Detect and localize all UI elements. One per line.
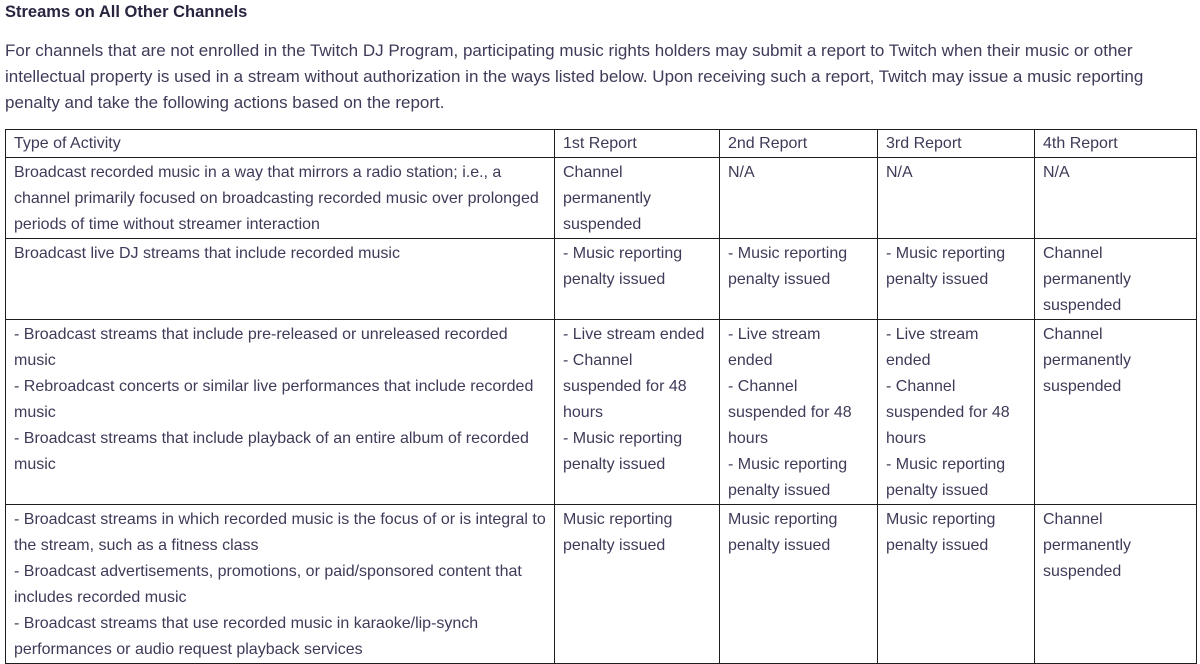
header-4th-report: 4th Report [1035, 130, 1197, 158]
activity-cell [6, 505, 555, 664]
action-line: - Live stream ended [728, 326, 821, 369]
action-line: - Music reporting penalty issued [886, 456, 1006, 499]
action-line: - Channel suspended for 48 hours [886, 378, 1010, 447]
activity-line: - Rebroadcast concerts or similar live performances that include recorded music [14, 378, 534, 421]
report-2-cell: Music reporting penalty issued [720, 505, 878, 664]
header-1st-report: 1st Report [555, 130, 720, 158]
activity-line: - Broadcast streams that include pre-released or unreleased recorded music [14, 326, 508, 369]
report-3-cell: - Music reporting penalty issued [878, 239, 1035, 320]
report-3-cell: Music reporting penalty issued [878, 505, 1035, 664]
penalty-table [5, 129, 1197, 664]
activity-line: - Broadcast advertisements, promotions, or paid/sponsored content that includes recorded music [14, 563, 522, 606]
report-2-cell [720, 320, 878, 505]
section-title: Streams on All Other Channels [5, 3, 248, 21]
report-1-cell: Music reporting penalty issued [555, 505, 720, 664]
activity-cell: Broadcast recorded music in a way that mirrors a radio station; i.e., a channel primarily focused on broadcasting recorded music over prolonged periods of time without streamer interaction [6, 158, 555, 239]
activity-line: - Broadcast streams that use recorded music in karaoke/lip-synch performances or audio request playback services [14, 615, 479, 658]
intro-paragraph: For channels that are not enrolled in the Twitch DJ Program, participating music rights holders may submit a report to Twitch when their music or other intellectual property is used in a stream without authorization in the ways listed below. Upon receiving such a report, Twitch may issue a music reporting penalty and take the following actions based on the report. [5, 41, 1144, 112]
activity-line: - Broadcast streams that include playback of an entire album of recorded music [14, 430, 529, 473]
table-row [6, 158, 1197, 239]
action-line: - Music reporting penalty issued [728, 456, 848, 499]
action-line: - Music reporting penalty issued [563, 430, 683, 473]
table-row [6, 239, 1197, 320]
report-4-cell: Channel permanently suspended [1035, 505, 1197, 664]
activity-cell: Broadcast live DJ streams that include recorded music [6, 239, 555, 320]
table-header-row [6, 130, 1197, 158]
header-3rd-report: 3rd Report [878, 130, 1035, 158]
report-4-cell: N/A [1035, 158, 1197, 239]
activity-line: - Broadcast streams in which recorded music is the focus of or is integral to the stream, such as a fitness class [14, 511, 546, 554]
activity-cell [6, 320, 555, 505]
action-line: - Channel suspended for 48 hours [728, 378, 852, 447]
table-row [6, 505, 1197, 664]
report-1-cell: - Music reporting penalty issued [555, 239, 720, 320]
report-1-cell [555, 320, 720, 505]
report-2-cell: - Music reporting penalty issued [720, 239, 878, 320]
header-2nd-report: 2nd Report [720, 130, 878, 158]
report-4-cell: Channel permanently suspended [1035, 320, 1197, 505]
header-type-of-activity: Type of Activity [6, 130, 555, 158]
report-1-cell: Channel permanently suspended [555, 158, 720, 239]
action-line: - Live stream ended [886, 326, 979, 369]
action-line: - Live stream ended [563, 326, 705, 343]
report-2-cell: N/A [720, 158, 878, 239]
action-line: - Channel suspended for 48 hours [563, 352, 687, 421]
report-3-cell: N/A [878, 158, 1035, 239]
report-4-cell: Channel permanently suspended [1035, 239, 1197, 320]
table-row [6, 320, 1197, 505]
report-3-cell [878, 320, 1035, 505]
